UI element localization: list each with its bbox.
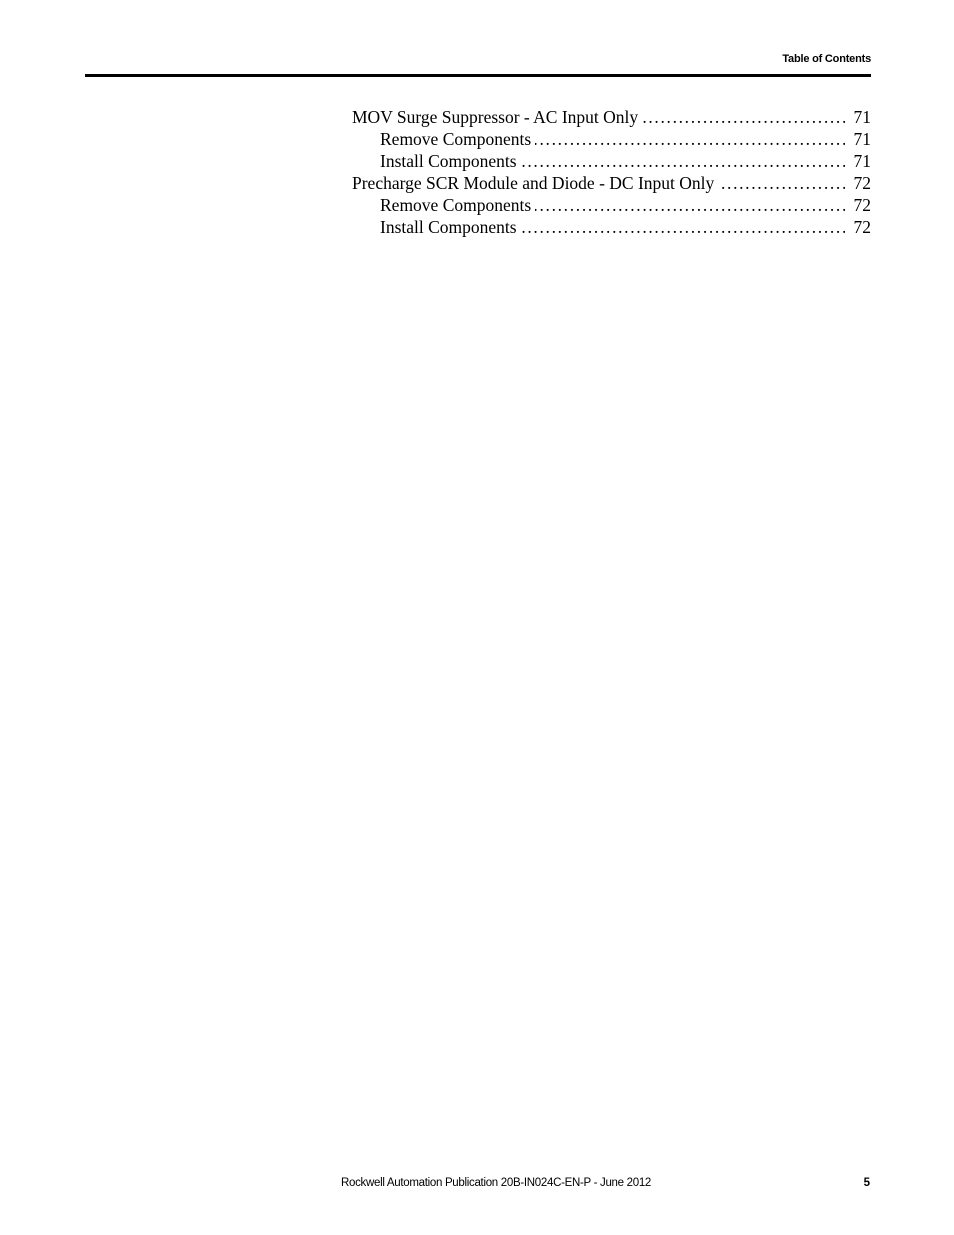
table-of-contents — [352, 106, 871, 238]
toc-entry-label: MOV Surge Suppressor - AC Input Only — [352, 107, 639, 127]
toc-entry-label: Precharge SCR Module and Diode - DC Input Only — [352, 173, 715, 193]
toc-dot-leader — [535, 128, 845, 150]
footer-page-number: 5 — [863, 1177, 870, 1189]
toc-dot-leader — [642, 106, 845, 128]
toc-dot-leader — [718, 172, 845, 194]
running-header-title: Table of Contents — [782, 53, 871, 65]
toc-entry[interactable] — [352, 172, 871, 194]
toc-entry-page: 72 — [853, 195, 871, 215]
toc-entry[interactable] — [352, 216, 871, 238]
toc-entry[interactable] — [352, 194, 871, 216]
toc-entry-page: 72 — [853, 173, 871, 193]
toc-dot-leader — [535, 194, 845, 216]
toc-entry-page: 71 — [853, 151, 871, 171]
toc-entry[interactable] — [352, 150, 871, 172]
toc-entry-label: Install Components — [380, 151, 517, 171]
header-rule — [85, 74, 871, 77]
toc-dot-leader — [521, 150, 845, 172]
toc-entry[interactable] — [352, 106, 871, 128]
toc-entry-label: Install Components — [380, 217, 517, 237]
toc-dot-leader — [521, 216, 845, 238]
toc-entry-page: 71 — [853, 107, 871, 127]
toc-entry-page: 71 — [853, 129, 871, 149]
toc-entry-label: Remove Components — [380, 195, 532, 215]
toc-entry-label: Remove Components — [380, 129, 532, 149]
toc-entry-page: 72 — [853, 217, 871, 237]
toc-entry[interactable] — [352, 128, 871, 150]
footer-publication: Rockwell Automation Publication 20B-IN024C-EN-P - June 2012 — [341, 1177, 652, 1189]
